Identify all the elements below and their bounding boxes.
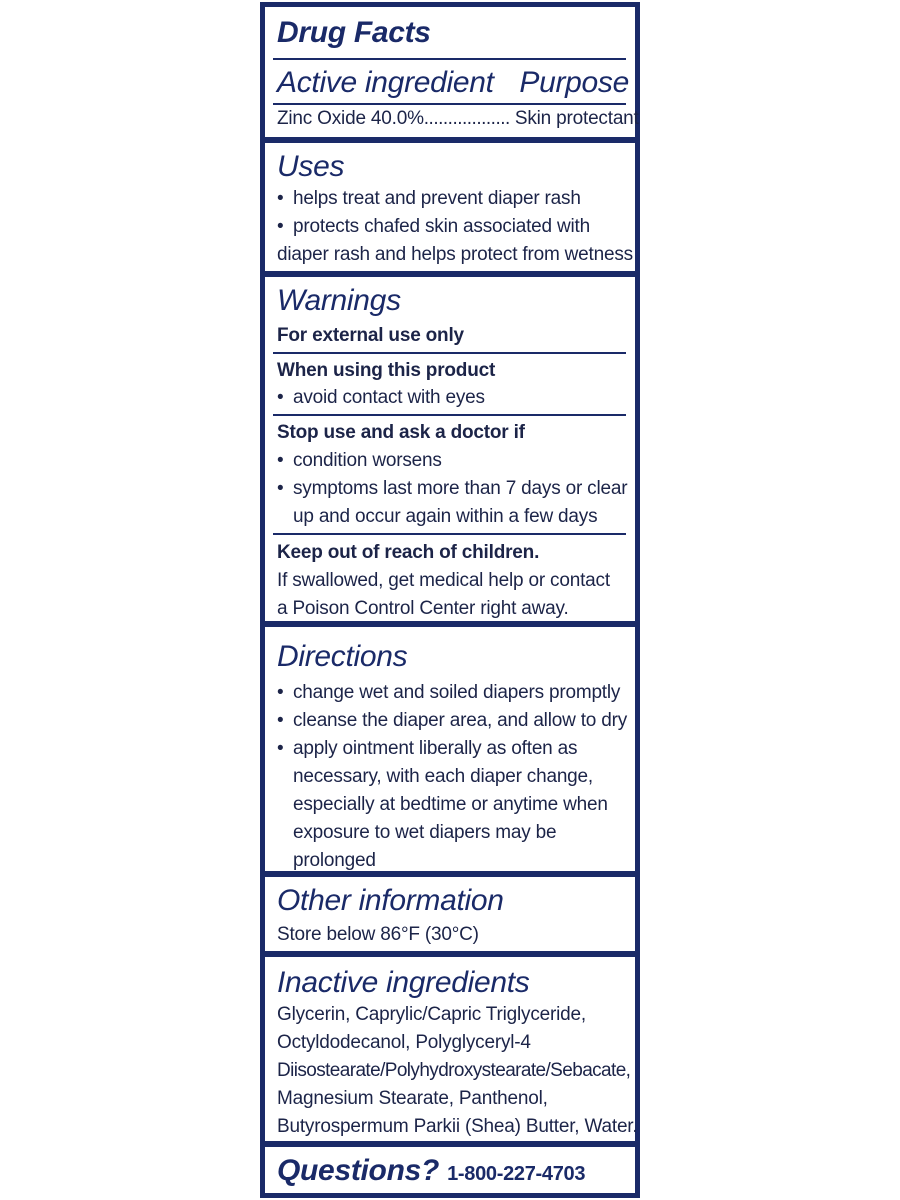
inactive-line: Magnesium Stearate, Panthenol, (277, 1088, 548, 1109)
uses-heading: Uses (277, 150, 345, 183)
list-item-continued: up and occur again within a few days (293, 506, 598, 527)
questions-heading: Questions? (277, 1154, 440, 1187)
inactive-line: Butyrospermum Parkii (Shea) Butter, Water. (277, 1116, 638, 1137)
drug-facts-section (265, 7, 639, 137)
divider (273, 58, 626, 60)
keep-out-line: If swallowed, get medical help or contact (277, 570, 610, 591)
inactive-line: Octyldodecanol, Polyglyceryl-4 (277, 1032, 531, 1053)
list-item: symptoms last more than 7 days or clear (293, 478, 628, 499)
list-item: change wet and soiled diapers promptly (293, 682, 621, 703)
other-info-section (265, 871, 635, 957)
bullet-icon: • (277, 188, 284, 209)
other-info-heading: Other information (277, 884, 504, 917)
ingredient-purpose: Skin protectant (514, 108, 639, 129)
bullet-icon: • (277, 216, 284, 237)
list-item: avoid contact with eyes (293, 387, 485, 408)
external-use-text: For external use only (277, 325, 464, 346)
list-item-continued: especially at bedtime or anytime when (293, 794, 608, 815)
bullet-icon: • (277, 450, 284, 471)
list-item: cleanse the diaper area, and allow to dry (293, 710, 628, 731)
keep-out-heading: Keep out of reach of children. (277, 542, 540, 563)
divider (273, 533, 626, 535)
bullet-icon: • (277, 738, 284, 759)
active-ingredient-heading: Active ingredient (277, 66, 494, 99)
list-item: helps treat and prevent diaper rash (293, 188, 581, 209)
bullet-icon: • (277, 387, 284, 408)
ingredient-line (277, 105, 639, 132)
drug-facts-title: Drug Facts (277, 16, 431, 49)
divider (273, 414, 626, 416)
bullet-icon: • (277, 478, 284, 499)
uses-section (265, 137, 635, 271)
ingredient-name: Zinc Oxide 40.0% (277, 108, 424, 129)
list-item: apply ointment liberally as often as (293, 738, 578, 759)
phone-number[interactable]: 1-800-227-4703 (447, 1163, 586, 1185)
questions-section (265, 1141, 635, 1199)
directions-heading: Directions (277, 640, 408, 673)
purpose-heading: Purpose (519, 66, 629, 99)
directions-section (265, 621, 635, 877)
list-item-continued: prolonged (293, 850, 376, 871)
list-item-continued: diaper rash and helps protect from wetness (277, 244, 633, 265)
warnings-heading: Warnings (277, 284, 401, 317)
drug-facts-panel (260, 2, 640, 1198)
inactive-line: Diisostearate/Polyhydroxystearate/Sebacate, (277, 1060, 631, 1081)
list-item: protects chafed skin associated with (293, 216, 590, 237)
inactive-heading: Inactive ingredients (277, 966, 530, 999)
questions-line (277, 1153, 585, 1192)
storage-text: Store below 86°F (30°C) (277, 924, 479, 945)
list-item-continued: exposure to wet diapers may be (293, 822, 557, 843)
inactive-section (265, 951, 638, 1147)
list-item: condition worsens (293, 450, 442, 471)
bullet-icon: • (277, 710, 284, 731)
list-item-continued: necessary, with each diaper change, (293, 766, 593, 787)
keep-out-line: a Poison Control Center right away. (277, 598, 569, 619)
warnings-section (265, 271, 635, 627)
bullet-icon: • (277, 682, 284, 703)
divider (273, 352, 626, 354)
inactive-line: Glycerin, Caprylic/Capric Triglyceride, (277, 1004, 586, 1025)
stop-use-heading: Stop use and ask a doctor if (277, 422, 525, 443)
leader-dots: .................. (423, 108, 510, 129)
when-using-heading: When using this product (277, 360, 496, 381)
